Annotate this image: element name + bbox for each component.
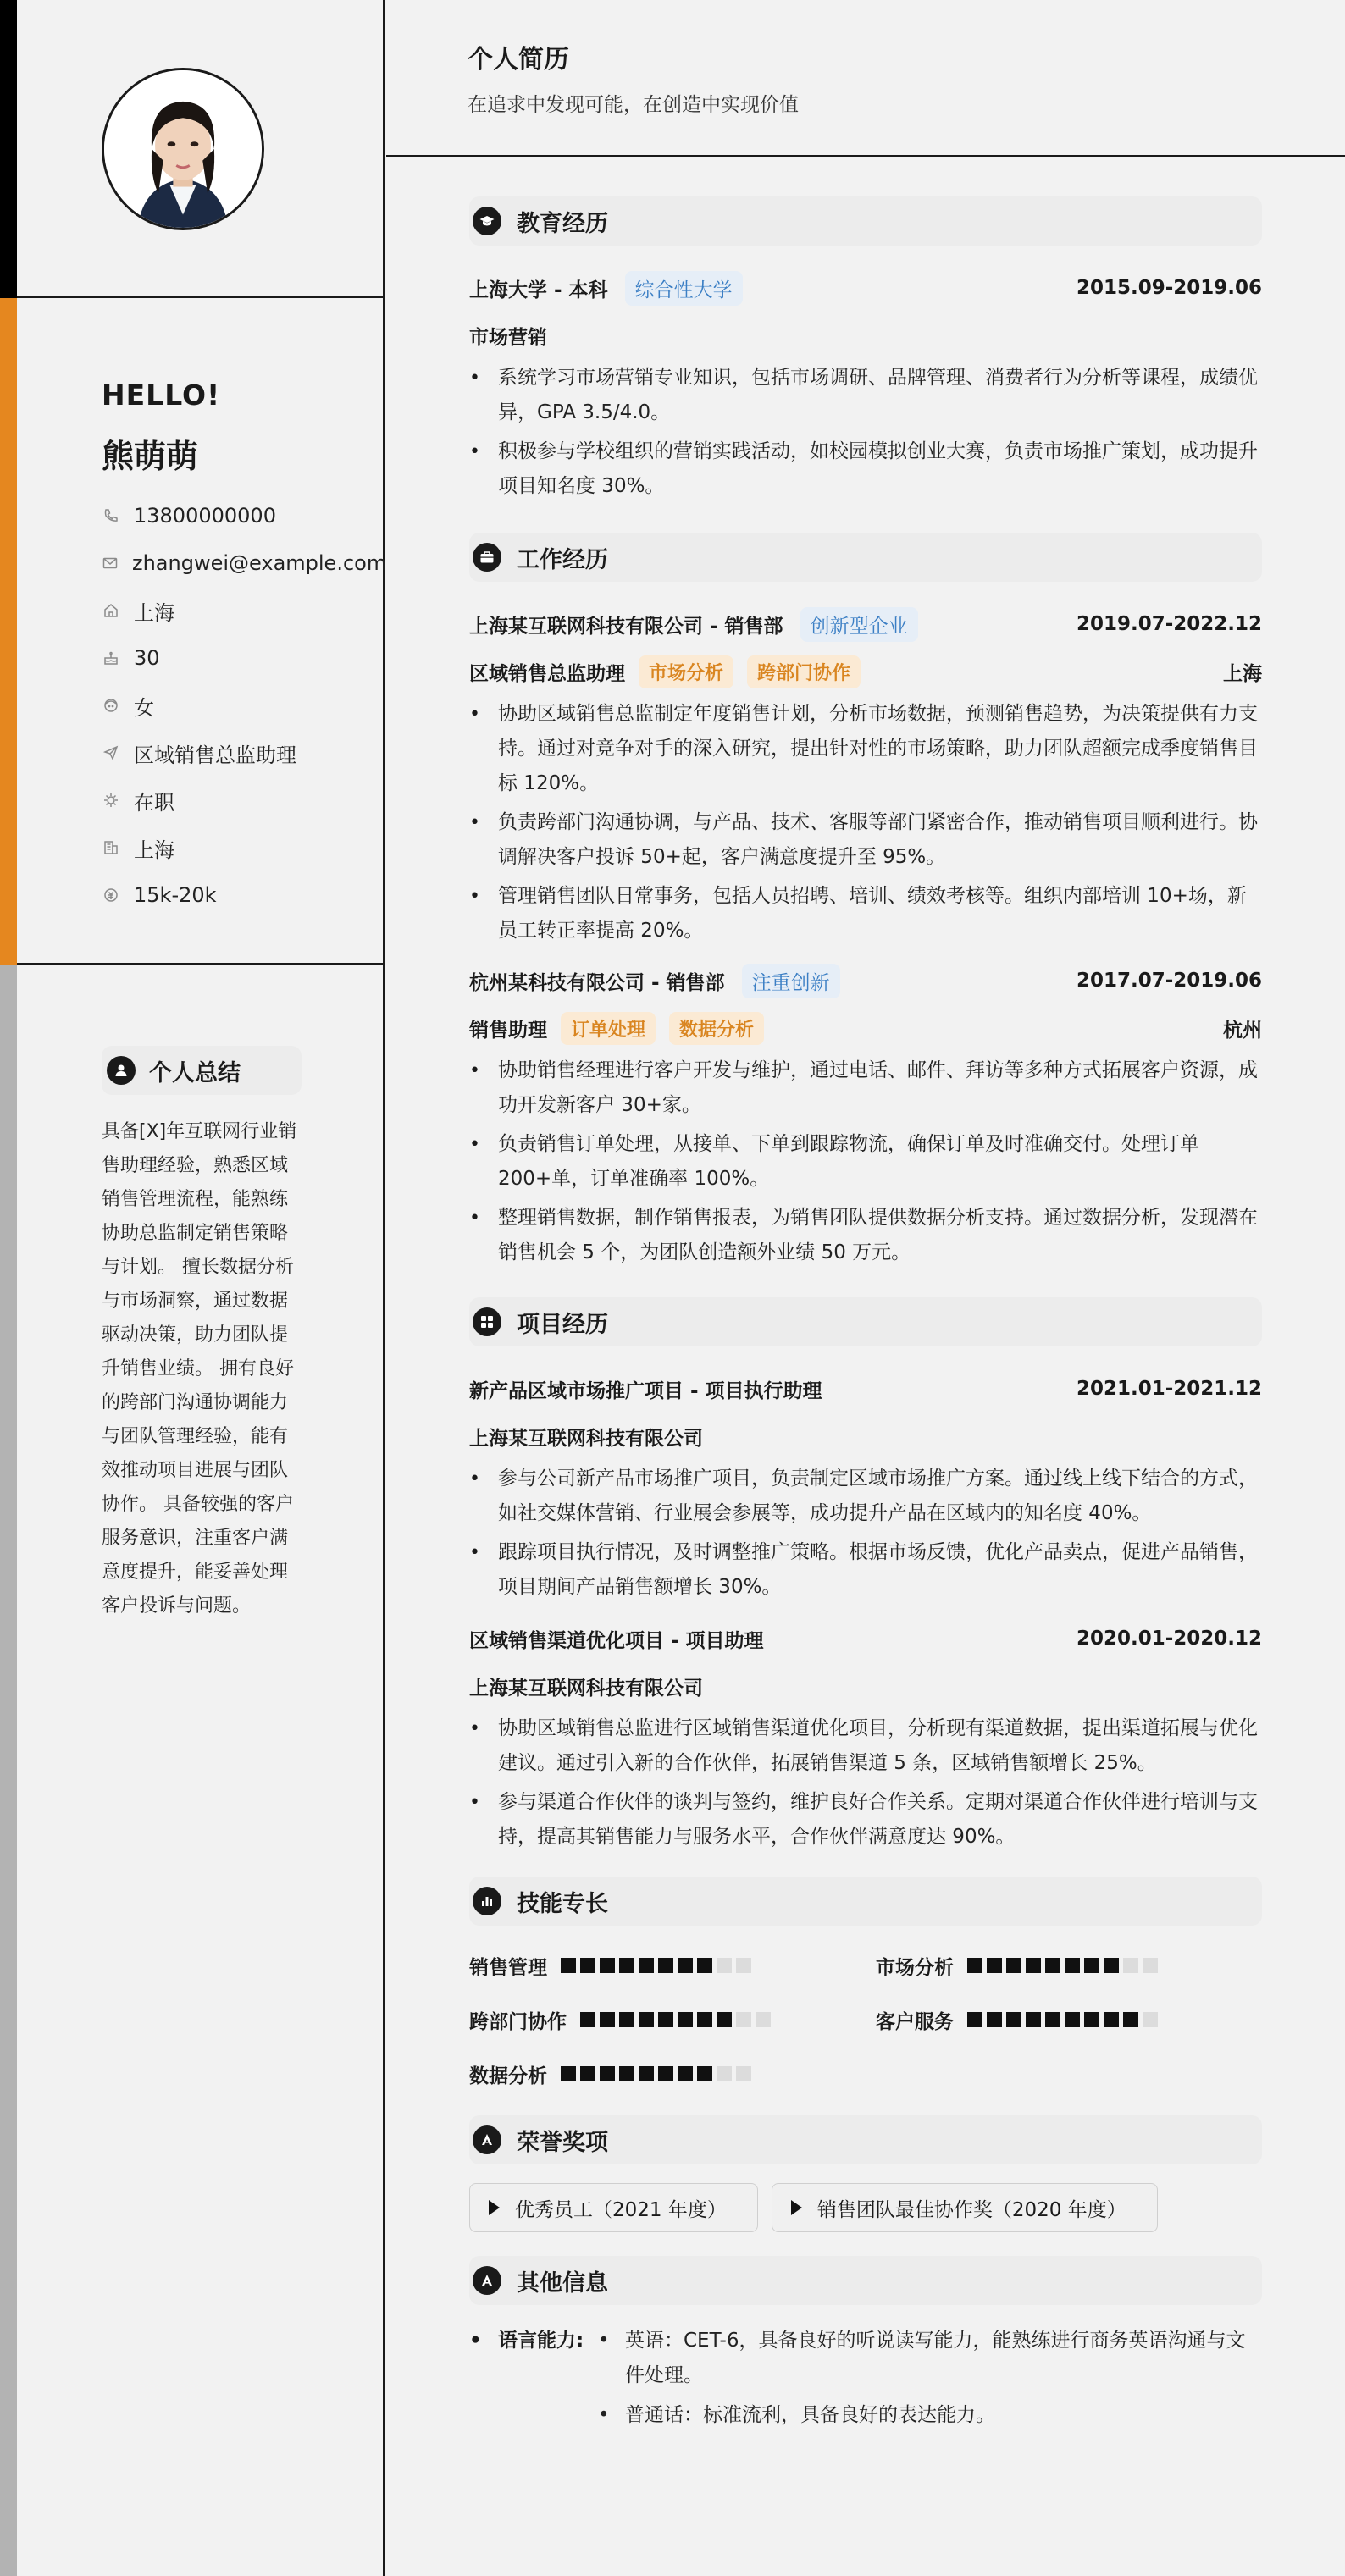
resume-header <box>386 0 1345 157</box>
education-bullets <box>469 361 1262 504</box>
job-location: 上海 <box>1223 662 1262 685</box>
summary-header <box>102 1046 302 1095</box>
skill-block-filled <box>619 2012 634 2027</box>
page-subtitle: 在追求中发现可能，在创造中实现价值 <box>468 94 799 116</box>
project-org: 上海某互联网科技有限公司 <box>469 1427 703 1450</box>
award-icon <box>473 2125 501 2154</box>
section-title: 其他信息 <box>517 2269 608 2297</box>
list-item: • 参与渠道合作伙伴的谈判与签约，维护良好合作关系。定期对渠道合作伙伴进行培训与支持，提高其销售能力与服务水平，合作伙伴满意度达 90%。 <box>469 1785 1262 1855</box>
section-header <box>469 2256 1262 2305</box>
skill-tag: 跨部门协作 <box>747 655 861 688</box>
phone-icon <box>102 506 120 525</box>
skill-block-filled <box>658 2066 673 2081</box>
info-salary <box>102 871 383 919</box>
info-text: 上海 <box>134 837 174 862</box>
info-text: 在职 <box>134 790 174 815</box>
info-phone <box>102 492 383 539</box>
skill-block-empty <box>717 1958 732 1973</box>
list-item: • 普通话：标准流利，具备良好的表达能力。 <box>596 2398 1262 2433</box>
award-item <box>469 2183 758 2232</box>
skill-block-filled <box>580 2012 595 2027</box>
skill-name: 销售管理 <box>469 1956 547 1979</box>
job-role-row <box>469 1004 1262 1052</box>
skills-section <box>469 1877 1262 2095</box>
skill-block-filled <box>678 1958 693 1973</box>
job-entry <box>469 600 1262 948</box>
summary-text: 具备[X]年互联网行业销售助理经验，熟悉区域销售管理流程，能熟练协助总监制定销售策略与计划。 擅长数据分析与市场洞察，通过数据驱动决策，助力团队提升销售业绩。 拥有良好的跨部门沟通协调能力与团队管理经验，能有效推动项目进展与团队协作。 具备较强的客户服务意识，注重客户满意度提升，能妥善处理客户投诉与问题。 <box>102 1121 297 1617</box>
profile-section <box>17 298 387 965</box>
award-label: 优秀员工（2021 年度） <box>515 2198 727 2221</box>
info-target-city <box>102 824 383 871</box>
accent-strip-orange <box>0 298 17 965</box>
avatar <box>102 68 264 230</box>
language-info <box>469 2324 1262 2438</box>
skill-name: 数据分析 <box>469 2065 547 2087</box>
skill-block-filled <box>600 1958 615 1973</box>
info-gender <box>102 682 383 729</box>
skill-item <box>876 1944 1262 1987</box>
projects-section <box>469 1297 1262 1855</box>
job-company-row <box>469 600 1262 648</box>
skill-block-filled <box>697 2012 712 2027</box>
graduation-cap-icon <box>473 207 501 235</box>
skill-block-empty <box>717 2066 732 2081</box>
project-bullets <box>469 1711 1262 1855</box>
skill-block-filled <box>1123 2012 1138 2027</box>
skill-name: 市场分析 <box>876 1956 954 1979</box>
skill-block-filled <box>1026 2012 1041 2027</box>
skill-level-bar <box>561 2066 756 2081</box>
major: 市场营销 <box>469 326 547 349</box>
project-row <box>469 1615 1262 1662</box>
major-row <box>469 312 1262 359</box>
education-section <box>469 196 1262 504</box>
info-text: 15k-20k <box>134 883 217 907</box>
skill-block-empty <box>1123 1958 1138 1973</box>
project-name: 新产品区域市场推广项目 - 项目执行助理 <box>469 1379 822 1402</box>
info-email <box>102 539 387 587</box>
info-text: 区域销售总监助理 <box>134 743 296 767</box>
awards-section <box>469 2115 1262 2232</box>
skill-block-filled <box>1026 1958 1041 1973</box>
list-item: • 负责销售订单处理，从接单、下单到跟踪物流，确保订单及时准确交付。处理订单 200+单，订单准确率 100%。 <box>469 1127 1262 1197</box>
job-company-row <box>469 957 1262 1004</box>
skill-name: 跨部门协作 <box>469 2010 567 2033</box>
project-entry <box>469 1365 1262 1605</box>
skill-block-filled <box>561 2066 576 2081</box>
skill-block-filled <box>1104 1958 1119 1973</box>
face-icon <box>102 696 120 715</box>
play-icon <box>791 2200 802 2215</box>
list-item: • 协助销售经理进行客户开发与维护，通过电话、邮件、拜访等多种方式拓展客户资源，成功开发新客户 30+家。 <box>469 1053 1262 1123</box>
bar-chart-icon <box>473 1887 501 1915</box>
sidebar <box>17 0 385 2576</box>
other-section <box>469 2256 1262 2438</box>
hello-heading: HELLO! <box>102 379 221 412</box>
skill-item <box>469 1998 876 2041</box>
skill-block-filled <box>987 2012 1002 2027</box>
skill-block-filled <box>580 2066 595 2081</box>
list-item: • 积极参与学校组织的营销实践活动，如校园模拟创业大赛，负责市场推广策划，成功提升项目知名度 30%。 <box>469 434 1262 504</box>
skill-block-filled <box>639 1958 654 1973</box>
summary-title: 个人总结 <box>149 1059 241 1086</box>
skill-tag: 数据分析 <box>669 1012 764 1045</box>
section-header <box>469 533 1262 582</box>
skill-block-filled <box>1084 2012 1099 2027</box>
list-item: • 整理销售数据，制作销售报表，为销售团队提供数据分析支持。通过数据分析，发现潜在销售机会 5 个，为团队创造额外业绩 50 万元。 <box>469 1201 1262 1270</box>
education-period: 2015.09-2019.06 <box>1076 277 1262 299</box>
skill-block-filled <box>580 1958 595 1973</box>
grid-icon <box>473 1307 501 1336</box>
skill-block-filled <box>967 1958 982 1973</box>
company-name: 杭州某科技有限公司 - 销售部 <box>469 971 725 994</box>
skill-item <box>469 2053 876 2095</box>
info-city <box>102 587 383 634</box>
job-location: 杭州 <box>1223 1019 1262 1042</box>
skill-name: 客户服务 <box>876 2010 954 2033</box>
send-icon <box>102 744 120 762</box>
skill-level-bar <box>967 2012 1162 2027</box>
skill-block-filled <box>1006 1958 1021 1973</box>
list-item: • 管理销售团队日常事务，包括人员招聘、培训、绩效考核等。组织内部培训 10+场，新员工转正率提高 20%。 <box>469 879 1262 948</box>
language-list <box>596 2324 1262 2438</box>
skill-tag: 市场分析 <box>639 655 733 688</box>
section-header <box>469 1297 1262 1346</box>
section-title: 荣誉奖项 <box>517 2129 608 2156</box>
skill-block-filled <box>987 1958 1002 1973</box>
status-icon <box>102 791 120 810</box>
project-name: 区域销售渠道优化项目 - 项目助理 <box>469 1629 764 1652</box>
job-role: 销售助理 <box>469 1019 547 1042</box>
skill-item <box>876 1998 1262 2041</box>
school-tag: 综合性大学 <box>625 271 743 306</box>
building-icon <box>102 838 120 857</box>
project-period: 2020.01-2020.12 <box>1076 1628 1262 1650</box>
project-row <box>469 1365 1262 1412</box>
cake-icon <box>102 649 120 667</box>
job-entry <box>469 957 1262 1270</box>
skill-block-filled <box>600 2066 615 2081</box>
avatar-section <box>17 0 383 298</box>
profile-name: 熊萌萌 <box>102 438 199 475</box>
content-column <box>469 196 1262 2438</box>
accent-strip-black <box>0 0 17 298</box>
skill-block-filled <box>658 1958 673 1973</box>
job-period: 2017.07-2019.06 <box>1076 970 1262 992</box>
job-bullets <box>469 697 1262 948</box>
skill-block-filled <box>639 2066 654 2081</box>
list-item: • 协助区域销售总监进行区域销售渠道优化项目，分析现有渠道数据，提出渠道拓展与优化建议。通过引入新的合作伙伴，拓展销售渠道 5 条，区域销售额增长 25%。 <box>469 1711 1262 1781</box>
project-org-row <box>469 1662 1262 1710</box>
skill-block-filled <box>717 2012 732 2027</box>
skill-tag: 订单处理 <box>561 1012 656 1045</box>
page-title: 个人简历 <box>468 45 569 75</box>
job-role-row <box>469 648 1262 695</box>
play-icon <box>489 2200 500 2215</box>
main-content <box>386 0 1345 2576</box>
list-item: • 跟踪项目执行情况，及时调整推广策略。根据市场反馈，优化产品卖点，促进产品销售，项目期间产品销售额增长 30%。 <box>469 1535 1262 1605</box>
company-name: 上海某互联网科技有限公司 - 销售部 <box>469 615 783 638</box>
skill-block-filled <box>1045 1958 1060 1973</box>
info-position <box>102 729 383 777</box>
skill-block-empty <box>756 2012 771 2027</box>
skill-block-filled <box>697 2066 712 2081</box>
home-icon <box>102 601 120 620</box>
section-title: 教育经历 <box>517 210 608 237</box>
project-org: 上海某互联网科技有限公司 <box>469 1677 703 1700</box>
job-period: 2019.07-2022.12 <box>1076 613 1262 635</box>
school-name: 上海大学 - 本科 <box>469 279 608 301</box>
money-icon <box>102 886 120 904</box>
project-entry <box>469 1615 1262 1855</box>
skill-item <box>469 1944 876 1987</box>
briefcase-icon <box>473 543 501 572</box>
info-text: 上海 <box>134 600 174 625</box>
section-title: 项目经历 <box>517 1311 608 1338</box>
skill-block-empty <box>1143 1958 1158 1973</box>
skills-grid <box>469 1944 1262 2095</box>
mail-icon <box>102 554 119 572</box>
list-item: • 系统学习市场营销专业知识，包括市场调研、品牌管理、消费者行为分析等课程，成绩优异，GPA 3.5/4.0。 <box>469 361 1262 430</box>
list-item: • 参与公司新产品市场推广项目，负责制定区域市场推广方案。通过线上线下结合的方式，如社交媒体营销、行业展会参展等，成功提升产品在区域内的知名度 40%。 <box>469 1462 1262 1531</box>
skill-block-filled <box>678 2066 693 2081</box>
skill-block-filled <box>619 2066 634 2081</box>
letter-a-icon <box>473 2266 501 2295</box>
awards-list <box>469 2183 1262 2232</box>
list-item: • 负责跨部门沟通协调，与产品、技术、客服等部门紧密合作，推动销售项目顺利进行。协调解决客户投诉 50+起，客户满意度提升至 95%。 <box>469 805 1262 875</box>
skill-block-filled <box>1065 2012 1080 2027</box>
info-text: zhangwei@example.com <box>132 551 387 575</box>
info-age <box>102 634 383 682</box>
project-bullets <box>469 1462 1262 1605</box>
company-tag: 创新型企业 <box>800 607 918 642</box>
skill-block-filled <box>600 2012 615 2027</box>
skill-level-bar <box>580 2012 775 2027</box>
job-role: 区域销售总监助理 <box>469 662 625 685</box>
section-header <box>469 196 1262 246</box>
skill-block-empty <box>736 2012 751 2027</box>
project-org-row <box>469 1412 1262 1460</box>
list-item: • 英语：CET-6，具备良好的听说读写能力，能熟练进行商务英语沟通与文件处理。 <box>596 2324 1262 2393</box>
skill-block-filled <box>561 1958 576 1973</box>
accent-strip-gray <box>0 965 17 2576</box>
job-bullets <box>469 1053 1262 1270</box>
info-text: 13800000000 <box>134 504 276 528</box>
section-header <box>469 2115 1262 2164</box>
info-text: 女 <box>134 695 154 720</box>
skill-block-filled <box>697 1958 712 1973</box>
skill-block-empty <box>736 1958 751 1973</box>
list-item: • 协助区域销售总监制定年度销售计划，分析市场数据，预测销售趋势，为决策提供有力支持。通过对竞争对手的深入研究，提出针对性的市场策略，助力团队超额完成季度销售目标 120%。 <box>469 697 1262 801</box>
skill-block-filled <box>658 2012 673 2027</box>
user-icon <box>107 1056 136 1085</box>
skill-block-filled <box>1045 2012 1060 2027</box>
skill-level-bar <box>967 1958 1162 1973</box>
skill-block-empty <box>1143 2012 1158 2027</box>
section-header <box>469 1877 1262 1926</box>
education-row <box>469 264 1262 312</box>
skill-block-filled <box>967 2012 982 2027</box>
award-label: 销售团队最佳协作奖（2020 年度） <box>816 2198 1126 2221</box>
project-period: 2021.01-2021.12 <box>1076 1378 1262 1400</box>
skill-block-filled <box>1104 2012 1119 2027</box>
info-status <box>102 777 383 824</box>
company-tag: 注重创新 <box>742 964 840 998</box>
skill-block-empty <box>736 2066 751 2081</box>
section-title: 工作经历 <box>517 546 608 573</box>
skill-level-bar <box>561 1958 756 1973</box>
language-label: • 语言能力: <box>469 2324 596 2438</box>
skill-block-filled <box>639 2012 654 2027</box>
section-title: 技能专长 <box>517 1890 608 1917</box>
work-section <box>469 533 1262 1270</box>
skill-block-filled <box>619 1958 634 1973</box>
summary-section <box>17 965 383 1623</box>
skill-block-filled <box>1065 1958 1080 1973</box>
award-item <box>772 2183 1158 2232</box>
skill-block-filled <box>1006 2012 1021 2027</box>
info-text: 30 <box>134 646 160 670</box>
skill-block-filled <box>678 2012 693 2027</box>
skill-block-filled <box>1084 1958 1099 1973</box>
